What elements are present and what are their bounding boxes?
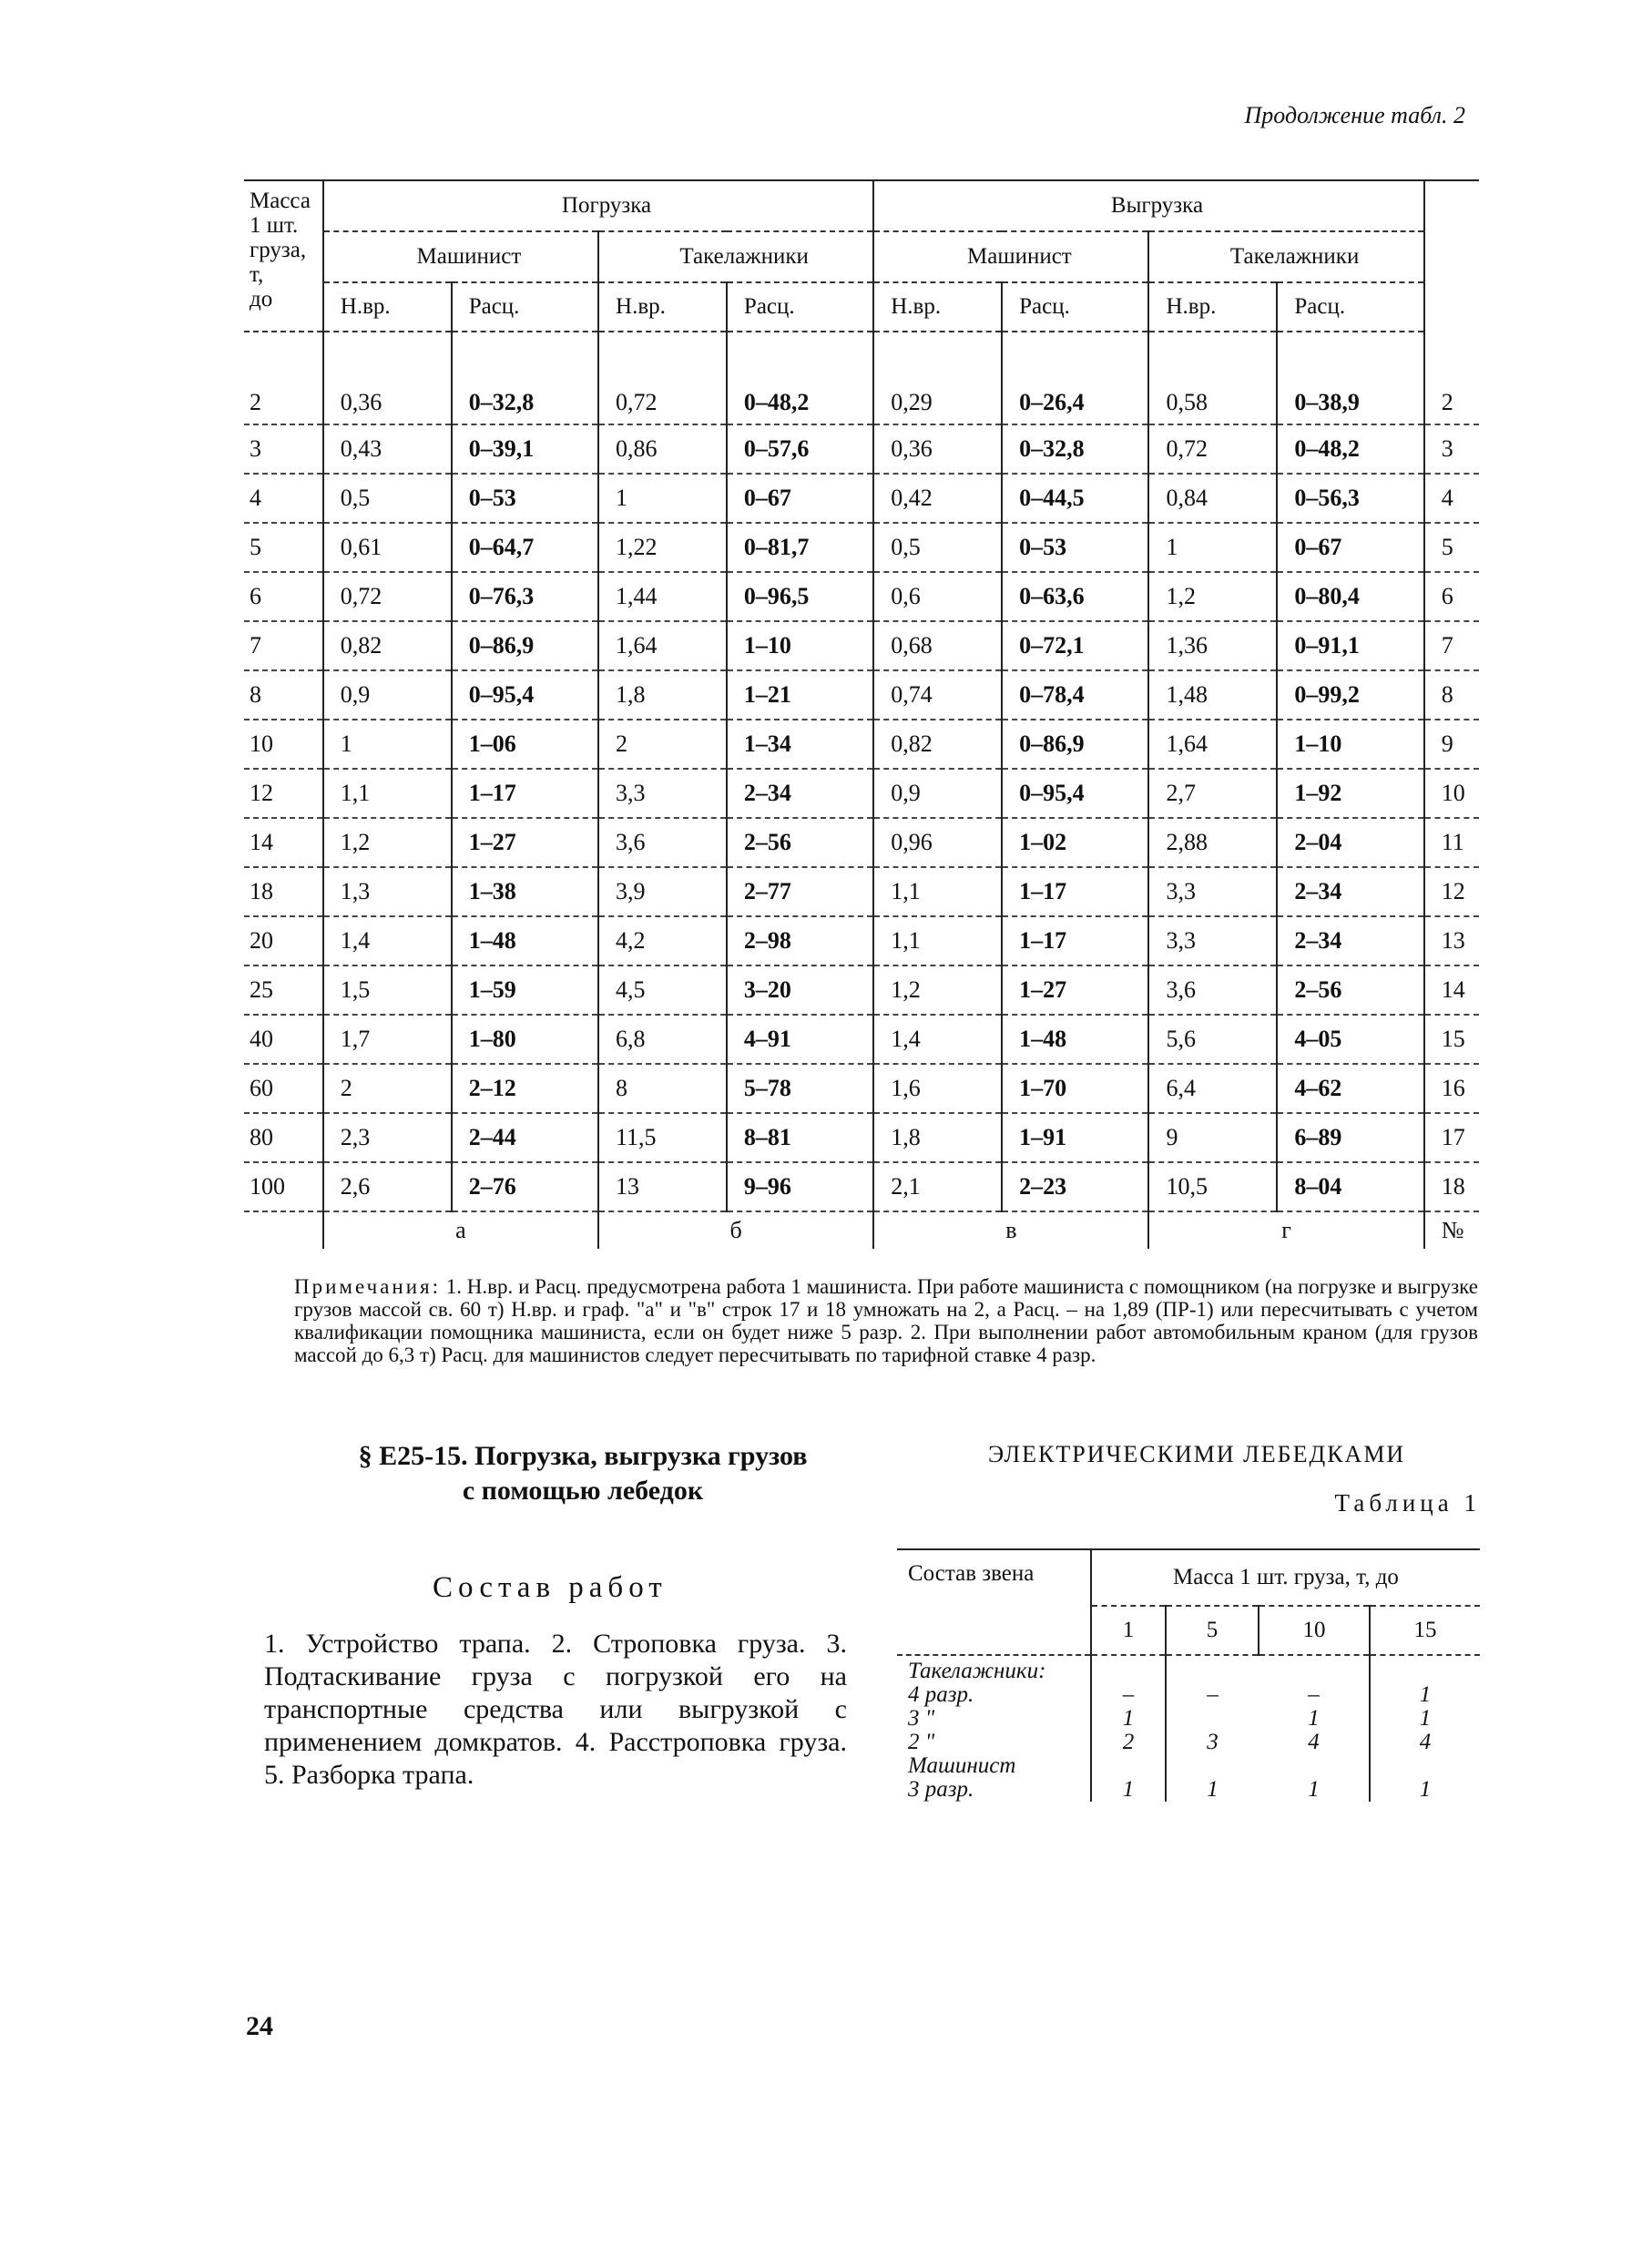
norm-time-cell: 1,6 (873, 1064, 1002, 1113)
table-row (244, 523, 1479, 572)
table-row (244, 1064, 1479, 1113)
work-composition-text: 1. Устройство трапа. 2. Строповка груза. 3. Подтаскивание груза с погрузкой его на транспортные средства или выгрузкой с применением домкратов. 4. Расстроповка груза. 5. Разборка трапа. (264, 1629, 847, 1790)
norm-time-cell: 0,29 (873, 332, 1002, 424)
rate-cell: 5–78 (727, 1064, 873, 1113)
row-number-cell: 4 (1424, 474, 1479, 523)
table-label: Таблица 1 (1334, 1489, 1481, 1517)
rate-cell: 0–26,4 (1002, 332, 1148, 424)
rate-cell: 0–53 (1002, 523, 1148, 572)
rate-cell: 2–34 (1277, 916, 1423, 965)
rate-cell: 1–02 (1002, 818, 1148, 867)
row-number-cell: 16 (1424, 1064, 1479, 1113)
mass-col-header: 10 (1259, 1606, 1370, 1655)
rate-cell: 2–56 (1277, 965, 1423, 1015)
rate-cell: 2–12 (452, 1064, 598, 1113)
rate-cell: 2–34 (1277, 867, 1423, 916)
table-row (244, 720, 1479, 769)
row-number-cell: 10 (1424, 769, 1479, 818)
norm-time-cell: 1,8 (873, 1113, 1002, 1162)
table-row (244, 965, 1479, 1015)
rate-cell: 1–10 (1277, 720, 1423, 769)
norm-time-cell: 8 (598, 1064, 727, 1113)
column-letter: в (873, 1211, 1148, 1249)
rate-cell: 0–32,8 (1002, 424, 1148, 474)
norm-time-cell: 1,5 (323, 965, 452, 1015)
rate-cell: 0–39,1 (452, 424, 598, 474)
rate-cell: 0–44,5 (1002, 474, 1148, 523)
subgroup-riggers: Такелажники (1148, 231, 1423, 282)
table-row (244, 1015, 1479, 1064)
row-number-cell: 15 (1424, 1015, 1479, 1064)
rate-cell: 0–53 (452, 474, 598, 523)
rate-cell: 2–76 (452, 1162, 598, 1211)
rate-cell: 0–56,3 (1277, 474, 1423, 523)
rate-cell: 1–38 (452, 867, 598, 916)
row-number-cell: 13 (1424, 916, 1479, 965)
row-number-cell: 3 (1424, 424, 1479, 474)
norm-time-cell: 0,36 (873, 424, 1002, 474)
table-row (244, 572, 1479, 621)
rate-cell: 0–38,9 (1277, 332, 1423, 424)
mass-cell: 60 (244, 1064, 323, 1113)
rate-cell: 9–96 (727, 1162, 873, 1211)
norm-time-cell: 1 (323, 720, 452, 769)
rate-cell: 1–06 (452, 720, 598, 769)
norm-time-cell: 2,1 (873, 1162, 1002, 1211)
row-number-cell: 5 (1424, 523, 1479, 572)
rate-cell: 2–23 (1002, 1162, 1148, 1211)
norm-time-cell: 1,1 (873, 916, 1002, 965)
norm-time-cell: 0,82 (323, 621, 452, 670)
norm-time-cell: 1,2 (873, 965, 1002, 1015)
norm-time-cell: 1,1 (323, 769, 452, 818)
rate-cell: 1–27 (1002, 965, 1148, 1015)
norm-time-cell: 0,61 (323, 523, 452, 572)
rate-cell: 0–72,1 (1002, 621, 1148, 670)
norm-time-cell: 0,68 (873, 621, 1002, 670)
norm-time-cell: 3,6 (1148, 965, 1277, 1015)
mass-col-header: 5 (1166, 1606, 1259, 1655)
rate-cell: 1–27 (452, 818, 598, 867)
rate-cell: 0–95,4 (452, 670, 598, 720)
main-norms-table (244, 179, 1479, 1249)
rate-cell: 0–67 (727, 474, 873, 523)
rate-cell: 2–98 (727, 916, 873, 965)
rate-cell: 2–04 (1277, 818, 1423, 867)
rate-cell: 0–99,2 (1277, 670, 1423, 720)
rate-cell: 3–20 (727, 965, 873, 1015)
mass-col-values: – 3 1 (1166, 1655, 1259, 1802)
rate-cell: 4–62 (1277, 1064, 1423, 1113)
norm-time-cell: 0,5 (873, 523, 1002, 572)
group-unloading: Выгрузка (873, 180, 1423, 231)
rate-cell: 8–04 (1277, 1162, 1423, 1211)
rate-cell: 0–32,8 (452, 332, 598, 424)
norm-time-cell: 1,4 (873, 1015, 1002, 1064)
row-number-label: № (1424, 1211, 1479, 1249)
mass-header: Масса 1 шт. груза, т, до (244, 180, 323, 332)
col-header: Расц. (727, 282, 873, 332)
rate-cell: 0–64,7 (452, 523, 598, 572)
rate-cell: 1–10 (727, 621, 873, 670)
rate-cell: 1–17 (1002, 916, 1148, 965)
continuation-label: Продолжение табл. 2 (1244, 102, 1465, 128)
rate-cell: 0–76,3 (452, 572, 598, 621)
norm-time-cell: 1,48 (1148, 670, 1277, 720)
mass-cell: 20 (244, 916, 323, 965)
norm-time-cell: 1,64 (598, 621, 727, 670)
mass-cell: 6 (244, 572, 323, 621)
rate-cell: 0–78,4 (1002, 670, 1148, 720)
mass-cell: 8 (244, 670, 323, 720)
rate-cell: 0–86,9 (1002, 720, 1148, 769)
rate-cell: 1–17 (1002, 867, 1148, 916)
norm-time-cell: 1,4 (323, 916, 452, 965)
norm-time-cell: 6,4 (1148, 1064, 1277, 1113)
norm-time-cell: 0,36 (323, 332, 452, 424)
mass-cell: 7 (244, 621, 323, 670)
rate-cell: 6–89 (1277, 1113, 1423, 1162)
rate-cell: 1–92 (1277, 769, 1423, 818)
rate-cell: 0–86,9 (452, 621, 598, 670)
mass-cell: 3 (244, 424, 323, 474)
norm-time-cell: 0,43 (323, 424, 452, 474)
norm-time-cell: 3,3 (598, 769, 727, 818)
norm-time-cell: 0,72 (1148, 424, 1277, 474)
mass-cell: 80 (244, 1113, 323, 1162)
col-header: Н.вр. (873, 282, 1002, 332)
table-row (244, 424, 1479, 474)
norm-time-cell: 3,6 (598, 818, 727, 867)
rate-cell: 0–81,7 (727, 523, 873, 572)
norm-time-cell: 2 (598, 720, 727, 769)
table-row (244, 818, 1479, 867)
rate-cell: 1–34 (727, 720, 873, 769)
mass-cell: 5 (244, 523, 323, 572)
table-row (244, 1162, 1479, 1211)
col-header: Н.вр. (1148, 282, 1277, 332)
table-row (244, 867, 1479, 916)
mass-col-header: 15 (1370, 1606, 1480, 1655)
mass-col-values: 1 1 4 1 (1370, 1655, 1480, 1802)
subgroup-machinist: Машинист (323, 231, 598, 282)
norm-time-cell: 0,72 (598, 332, 727, 424)
subgroup-riggers: Такелажники (598, 231, 873, 282)
row-number-cell: 11 (1424, 818, 1479, 867)
rate-cell: 1–48 (452, 916, 598, 965)
row-number-cell: 2 (1424, 332, 1479, 424)
norm-time-cell: 0,72 (323, 572, 452, 621)
rate-cell: 2–44 (452, 1113, 598, 1162)
norm-time-cell: 2,6 (323, 1162, 452, 1211)
table-row (244, 769, 1479, 818)
norm-time-cell: 13 (598, 1162, 727, 1211)
rate-cell: 2–77 (727, 867, 873, 916)
mass-cell: 100 (244, 1162, 323, 1211)
mass-group-header: Масса 1 шт. груза, т, до (1091, 1549, 1480, 1606)
section-title: § Е25-15. Погрузка, выгрузка грузов с помощью лебедок (358, 1441, 808, 1506)
notes-text: 1. Н.вр. и Расц. предусмотрена работа 1 машиниста. При работе машиниста с помощником (на погрузке и выгрузке грузов массой св. 60 т) Н.вр. и граф. "а" и "в" строк 17 и 18 умножать на 2, а Расц. – на 1,89 (ПР-1) или пересчитывать с учетом квалификации помощника машиниста, если он будет ниже 5 разр. 2. При выполнении работ автомобильным краном (для грузов массой до 6,3 т) Расц. для машинистов следует пересчитывать по тарифной ставке 4 разр. (294, 1275, 1478, 1366)
norm-time-cell: 1,7 (323, 1015, 452, 1064)
norm-time-cell: 1,1 (873, 867, 1002, 916)
mass-cell: 18 (244, 867, 323, 916)
table-row (244, 474, 1479, 523)
norm-time-cell: 0,5 (323, 474, 452, 523)
rate-cell: 1–80 (452, 1015, 598, 1064)
norm-time-cell: 2,88 (1148, 818, 1277, 867)
norm-time-cell: 11,5 (598, 1113, 727, 1162)
rate-cell: 0–80,4 (1277, 572, 1423, 621)
rate-cell: 4–91 (727, 1015, 873, 1064)
col-header: Расц. (1277, 282, 1423, 332)
crew-table (897, 1548, 1480, 1802)
section-subtitle: ЭЛЕКТРИЧЕСКИМИ ЛЕБЕДКАМИ (988, 1441, 1406, 1467)
norm-time-cell: 3,9 (598, 867, 727, 916)
notes-label: Примечания: (294, 1275, 441, 1298)
rate-cell: 1–48 (1002, 1015, 1148, 1064)
row-number-cell: 17 (1424, 1113, 1479, 1162)
row-number-cell: 14 (1424, 965, 1479, 1015)
norm-time-cell: 0,9 (873, 769, 1002, 818)
norm-time-cell: 0,86 (598, 424, 727, 474)
work-composition-title: Состав работ (433, 1571, 668, 1604)
mass-cell: 12 (244, 769, 323, 818)
row-number-cell: 7 (1424, 621, 1479, 670)
norm-time-cell: 0,82 (873, 720, 1002, 769)
rate-cell: 0–95,4 (1002, 769, 1148, 818)
norm-time-cell: 3,3 (1148, 916, 1277, 965)
norm-time-cell: 0,58 (1148, 332, 1277, 424)
norm-time-cell: 4,2 (598, 916, 727, 965)
rate-cell: 8–81 (727, 1113, 873, 1162)
table-row (244, 621, 1479, 670)
page-number: 24 (246, 2011, 273, 2041)
rate-cell: 0–91,1 (1277, 621, 1423, 670)
row-number-cell: 9 (1424, 720, 1479, 769)
rate-cell: 0–67 (1277, 523, 1423, 572)
mass-col-values: – 1 2 1 (1091, 1655, 1166, 1802)
norm-time-cell: 4,5 (598, 965, 727, 1015)
subgroup-machinist: Машинист (873, 231, 1148, 282)
rate-cell: 0–48,2 (1277, 424, 1423, 474)
row-number-cell: 18 (1424, 1162, 1479, 1211)
norm-time-cell: 5,6 (1148, 1015, 1277, 1064)
rate-cell: 1–21 (727, 670, 873, 720)
table-row (244, 670, 1479, 720)
rate-cell: 0–57,6 (727, 424, 873, 474)
norm-time-cell: 2,3 (323, 1113, 452, 1162)
table-row (244, 916, 1479, 965)
column-letter: б (598, 1211, 873, 1249)
rate-cell: 0–48,2 (727, 332, 873, 424)
norm-time-cell: 0,96 (873, 818, 1002, 867)
row-number-cell: 6 (1424, 572, 1479, 621)
table-row (244, 1113, 1479, 1162)
norm-time-cell: 0,9 (323, 670, 452, 720)
column-letter: а (323, 1211, 598, 1249)
norm-time-cell: 6,8 (598, 1015, 727, 1064)
rate-cell: 2–34 (727, 769, 873, 818)
group-loading: Погрузка (323, 180, 873, 231)
col-header: Н.вр. (598, 282, 727, 332)
norm-time-cell: 1,44 (598, 572, 727, 621)
mass-cell: 40 (244, 1015, 323, 1064)
table-row (244, 332, 1479, 424)
column-letter: г (1148, 1211, 1423, 1249)
norm-time-cell: 3,3 (1148, 867, 1277, 916)
rate-cell: 2–56 (727, 818, 873, 867)
col-header: Н.вр. (323, 282, 452, 332)
row-number-cell: 8 (1424, 670, 1479, 720)
mass-col-values: – 1 4 1 (1308, 1682, 1320, 1802)
mass-cell: 2 (244, 332, 323, 424)
norm-time-cell: 10,5 (1148, 1162, 1277, 1211)
mass-col-header: 1 (1091, 1606, 1166, 1655)
mass-cell: 25 (244, 965, 323, 1015)
rate-cell: 1–59 (452, 965, 598, 1015)
norm-time-cell: 2,7 (1148, 769, 1277, 818)
mass-cell: 10 (244, 720, 323, 769)
norm-time-cell: 0,74 (873, 670, 1002, 720)
mass-cell: 14 (244, 818, 323, 867)
rate-cell: 1–91 (1002, 1113, 1148, 1162)
rate-cell: 4–05 (1277, 1015, 1423, 1064)
crew-labels: Такелажники: 4 разр. 3 " 2 " Машинист 3 разр. (908, 1659, 1046, 1802)
rate-cell: 0–63,6 (1002, 572, 1148, 621)
notes-paragraph (294, 1275, 1478, 1366)
norm-time-cell: 0,6 (873, 572, 1002, 621)
norm-time-cell: 1,36 (1148, 621, 1277, 670)
norm-time-cell: 1,2 (1148, 572, 1277, 621)
rate-cell: 1–17 (452, 769, 598, 818)
norm-time-cell: 1,8 (598, 670, 727, 720)
norm-time-cell: 1,22 (598, 523, 727, 572)
norm-time-cell: 1,64 (1148, 720, 1277, 769)
row-number-cell: 12 (1424, 867, 1479, 916)
mass-cell: 4 (244, 474, 323, 523)
norm-time-cell: 1,3 (323, 867, 452, 916)
norm-time-cell: 1 (598, 474, 727, 523)
norm-time-cell: 1,2 (323, 818, 452, 867)
col-header: Расц. (1002, 282, 1148, 332)
norm-time-cell: 2 (323, 1064, 452, 1113)
crew-header: Состав звена (897, 1549, 1091, 1655)
norm-time-cell: 0,42 (873, 474, 1002, 523)
col-header: Расц. (452, 282, 598, 332)
rate-cell: 1–70 (1002, 1064, 1148, 1113)
norm-time-cell: 9 (1148, 1113, 1277, 1162)
norm-time-cell: 0,84 (1148, 474, 1277, 523)
norm-time-cell: 1 (1148, 523, 1277, 572)
rate-cell: 0–96,5 (727, 572, 873, 621)
